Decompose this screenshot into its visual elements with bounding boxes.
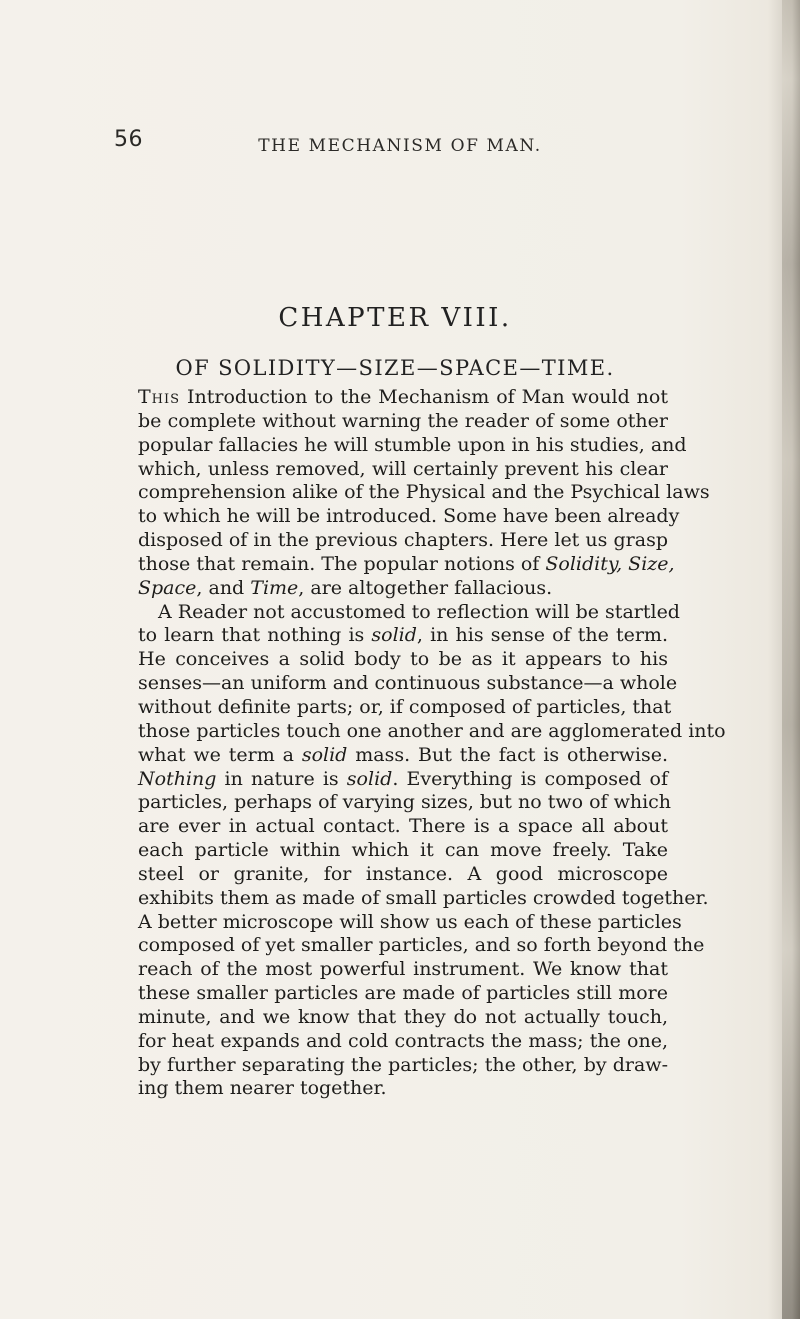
text-line: This Introduction to the Mechanism of Man would not [138, 386, 668, 408]
dropcap-word: This [138, 386, 181, 408]
page-edge-shadow [782, 0, 800, 1319]
text-line: A better microscope will show us each of these particles [138, 910, 682, 933]
body-paragraphs [138, 386, 726, 1101]
text-line: minute, and we know that they do not actually touch, [138, 1005, 668, 1028]
chapter-title: CHAPTER VIII. [278, 303, 512, 333]
text-line: are ever in actual contact. There is a space all about [138, 815, 668, 838]
text-line: to which he will be introduced. Some have been already [138, 505, 680, 528]
running-head: THE MECHANISM OF MAN. [258, 136, 542, 156]
chapter-subtitle: OF SOLIDITY—SIZE—SPACE—TIME. [175, 356, 615, 380]
text-line: senses—an uniform and continuous substance—a whole [138, 672, 678, 695]
text-line: each particle within which it can move freely. Take [138, 839, 668, 862]
text-line: exhibits them as made of small particles crowded together. [138, 886, 709, 909]
text-line: particles, perhaps of varying sizes, but no two of which [138, 791, 672, 814]
text-line: these smaller particles are made of particles still more [138, 982, 668, 1005]
text-line: ing them nearer together. [138, 1077, 387, 1100]
page-number: 56 [114, 127, 143, 152]
text-line: He conceives a solid body to be as it appears to his [138, 648, 668, 671]
text-line: Space, and Time, are altogether fallacious. [138, 576, 553, 599]
text-line: A Reader not accustomed to reflection will be startled [158, 600, 680, 623]
text-line: composed of yet smaller particles, and so forth beyond the [138, 934, 705, 957]
text-line: by further separating the particles; the other, by draw- [138, 1053, 668, 1076]
text-line: for heat expands and cold contracts the mass; the one, [138, 1029, 668, 1052]
text-line: Nothing in nature is solid. Everything is composed of [138, 767, 668, 790]
text-line: what we term a solid mass. But the fact is otherwise. [138, 743, 668, 766]
text-line: those particles touch one another and are agglomerated into [138, 719, 726, 742]
text-line: be complete without warning the reader of some other [138, 409, 668, 432]
text-line: which, unless removed, will certainly prevent his clear [138, 457, 668, 480]
text-line: comprehension alike of the Physical and the Psychical laws [138, 481, 710, 504]
text-line: to learn that nothing is solid, in his sense of the term. [138, 624, 668, 647]
text-line: popular fallacies he will stumble upon in his studies, and [138, 433, 687, 456]
text-line: steel or granite, for instance. A good microscope [138, 862, 668, 885]
text-line: those that remain. The popular notions of Solidity, Size, [138, 552, 675, 575]
text-line: reach of the most powerful instrument. We know that [138, 958, 668, 981]
text-line: without definite parts; or, if composed of particles, that [138, 695, 672, 718]
text-line: disposed of in the previous chapters. Here let us grasp [138, 529, 668, 552]
